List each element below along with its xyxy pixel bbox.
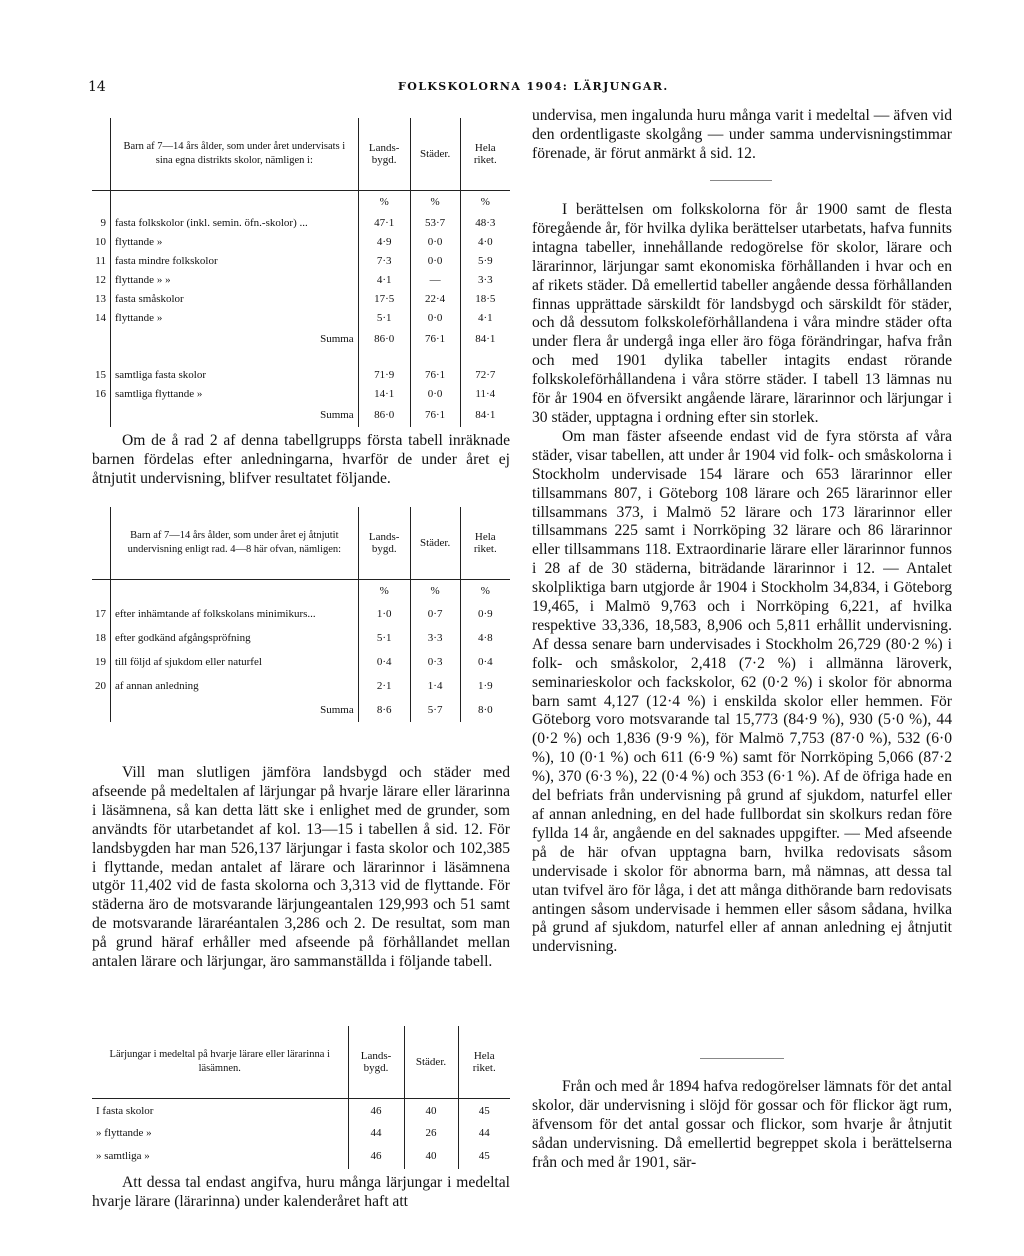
pct-sign: % bbox=[410, 580, 460, 603]
summa-label: Summa bbox=[320, 333, 354, 345]
cell-landsbygd: 4·1 bbox=[358, 270, 410, 289]
pct-sign: % bbox=[358, 191, 410, 214]
cell-landsbygd: 46 bbox=[348, 1143, 404, 1169]
row-label: » flyttande » bbox=[92, 1123, 348, 1143]
row-number: 12 bbox=[92, 270, 110, 289]
cell-hela: 3·3 bbox=[477, 273, 493, 286]
cell-hela: 0·4 bbox=[477, 656, 493, 668]
cell-landsbygd: 5·1 bbox=[358, 626, 410, 650]
cell-landsbygd: 86·0 bbox=[358, 403, 410, 427]
cell-hela: 45 bbox=[478, 1149, 490, 1162]
row-label: flyttande » bbox=[110, 308, 358, 327]
row-label: I fasta skolor bbox=[92, 1099, 348, 1123]
cell-hela: 4·8 bbox=[477, 632, 493, 644]
cell-hela: 0·9 bbox=[477, 608, 493, 620]
cell-stader: 0·0 bbox=[410, 251, 460, 270]
row-number: 14 bbox=[92, 308, 110, 327]
summa-row bbox=[92, 698, 510, 722]
right-column-top bbox=[532, 107, 952, 164]
cell-landsbygd: 8·6 bbox=[358, 698, 410, 722]
summa-row bbox=[92, 403, 510, 427]
table-3-col-hela: Hela riket. bbox=[458, 1026, 510, 1099]
row-number: 16 bbox=[92, 384, 110, 403]
table-row bbox=[92, 384, 510, 403]
table-row bbox=[92, 308, 510, 327]
table-2-col-landsbygd: Lands-bygd. bbox=[358, 507, 410, 580]
cell-landsbygd: 1·0 bbox=[358, 602, 410, 626]
cell-hela: 8·0 bbox=[477, 704, 493, 716]
cell-hela: 4·0 bbox=[477, 235, 493, 248]
cell-hela: 11·4 bbox=[475, 387, 496, 400]
table-row bbox=[92, 1123, 510, 1143]
table-3 bbox=[92, 1026, 510, 1169]
cell-stader: 40 bbox=[404, 1143, 458, 1169]
row-label: » samtliga » bbox=[92, 1143, 348, 1169]
paragraph-1-block bbox=[92, 432, 510, 489]
row-label: fasta mindre folkskolor bbox=[110, 251, 358, 270]
cell-landsbygd: 0·4 bbox=[358, 650, 410, 674]
table-row bbox=[92, 232, 510, 251]
cell-landsbygd: 86·0 bbox=[358, 327, 410, 351]
cell-stader: 0·0 bbox=[410, 232, 460, 251]
table-row bbox=[92, 365, 510, 384]
cell-stader: 53·7 bbox=[410, 213, 460, 232]
paragraph-3-block bbox=[92, 1174, 510, 1212]
cell-hela: 84·1 bbox=[475, 409, 496, 421]
row-number: 9 bbox=[92, 213, 110, 232]
paragraph-continued: undervisa, men ingalunda huru många varit i medeltal — äfven vid den ordentligaste skolgång — under samma undervisningstimmar förenade, är förut anmärkt å sid. 12. bbox=[532, 107, 952, 162]
row-label: efter inhämtande af folkskolans minimikurs... bbox=[110, 602, 358, 626]
cell-hela: 72·7 bbox=[475, 368, 496, 381]
paragraph-2-block bbox=[92, 764, 510, 972]
right-column-main bbox=[532, 201, 952, 957]
cell-stader: 0·0 bbox=[410, 308, 460, 327]
row-number: 11 bbox=[92, 251, 110, 270]
table-1-description: Barn af 7—14 års ålder, som under året undervisats i sina egna distrikts skolor, nämligen i: bbox=[110, 118, 358, 191]
table-row bbox=[92, 602, 510, 626]
pct-sign: % bbox=[358, 580, 410, 603]
table-row bbox=[92, 270, 510, 289]
summa-row bbox=[92, 327, 510, 351]
cell-landsbygd: 46 bbox=[348, 1099, 404, 1123]
cell-stader: 0·0 bbox=[410, 384, 460, 403]
cell-hela: 4·1 bbox=[477, 311, 493, 324]
cell-stader: 1·4 bbox=[410, 674, 460, 698]
cell-stader: 3·3 bbox=[410, 626, 460, 650]
table-row bbox=[92, 626, 510, 650]
cell-stader: 76·1 bbox=[410, 365, 460, 384]
table-row bbox=[92, 1099, 510, 1123]
table-3-col-stader: Städer. bbox=[404, 1026, 458, 1099]
table-2-col-hela: Hela riket. bbox=[460, 507, 510, 580]
cell-stader: — bbox=[410, 270, 460, 289]
table-2-description: Barn af 7—14 års ålder, som under året ej åtnjutit undervisning enligt rad. 4—8 här ofvan, nämligen: bbox=[110, 507, 358, 580]
row-number: 20 bbox=[92, 674, 110, 698]
table-3-col-landsbygd: Lands-bygd. bbox=[348, 1026, 404, 1099]
cell-stader: 5·7 bbox=[410, 698, 460, 722]
cell-hela: 5·9 bbox=[477, 254, 493, 267]
paragraph-2: Vill man slutligen jämföra landsbygd och städer med afseende på medeltalen af lärjungar på hvarje lärare eller lärarinna i läsämnena, så kan detta lätt ske i enlighet med de grunder, som användts för utarbetandet af kol. 13—15 i tabellen å sid. 12. För landsbygden har man 526,137 lärjungar i fasta skolor och 102,385 i flyttande, medan antalet af lärare och lärarinnor i läsämnena utgör 11,402 vid de fasta skolorna och 3,313 vid de flyttande. För städerna äro de motsvarande lärjungeantalen 129,993 och 51 samt de motsvarande läraréantalen 3,286 och 2. De resultat, som man på grund häraf erhåller med afseende på förhållandet mellan antalen lärare och lärjungar, äro sammanställda i följande tabell. bbox=[92, 764, 510, 971]
summa-label: Summa bbox=[320, 704, 354, 716]
row-number: 10 bbox=[92, 232, 110, 251]
table-1-col-landsbygd: Lands-bygd. bbox=[358, 118, 410, 191]
table-row bbox=[92, 1143, 510, 1169]
row-number: 18 bbox=[92, 626, 110, 650]
table-row bbox=[92, 251, 510, 270]
cell-landsbygd: 7·3 bbox=[358, 251, 410, 270]
row-label: efter godkänd afgångspröfning bbox=[110, 626, 358, 650]
row-number: 19 bbox=[92, 650, 110, 674]
cell-landsbygd: 17·5 bbox=[358, 289, 410, 308]
pct-sign: % bbox=[480, 196, 490, 208]
cell-stader: 76·1 bbox=[410, 403, 460, 427]
cell-hela: 84·1 bbox=[475, 333, 496, 345]
row-label: samtliga fasta skolor bbox=[110, 365, 358, 384]
row-number: 13 bbox=[92, 289, 110, 308]
cell-landsbygd: 4·9 bbox=[358, 232, 410, 251]
cell-stader: 40 bbox=[404, 1099, 458, 1123]
table-2 bbox=[92, 507, 510, 722]
cell-stader: 76·1 bbox=[410, 327, 460, 351]
row-label: samtliga flyttande » bbox=[110, 384, 358, 403]
row-label: af annan anledning bbox=[110, 674, 358, 698]
cell-stader: 0·7 bbox=[410, 602, 460, 626]
row-label: fasta folkskolor (inkl. semin. öfn.-skolor) ... bbox=[110, 213, 358, 232]
cell-hela: 1·9 bbox=[477, 680, 493, 692]
table-row bbox=[92, 289, 510, 308]
pct-sign: % bbox=[410, 191, 460, 214]
paragraph-c: Från och med år 1894 hafva redogörelser lämnats för det antal skolor, där undervisning i slöjd för gossar och för flickor ägt rum, äfvensom för det antal gossar och flickor, som hvarje år åtnjutit sådan undervisning. Då emellertid begreppet skola i berättelserna från och med år 1901, sär- bbox=[532, 1078, 952, 1171]
cell-landsbygd: 44 bbox=[348, 1123, 404, 1143]
table-1-col-hela: Hela riket. bbox=[460, 118, 510, 191]
cell-hela: 18·5 bbox=[475, 292, 496, 305]
divider bbox=[710, 180, 772, 181]
right-column-bottom bbox=[532, 1078, 952, 1173]
row-label: fasta småskolor bbox=[110, 289, 358, 308]
row-label: flyttande » bbox=[110, 232, 358, 251]
summa-label: Summa bbox=[320, 409, 354, 421]
table-2-col-stader: Städer. bbox=[410, 507, 460, 580]
running-title: FOLKSKOLORNA 1904: LÄRJUNGAR. bbox=[398, 80, 669, 93]
table-1 bbox=[92, 118, 510, 427]
paragraph-b: Om man fäster afseende endast vid de fyra största af våra städer, visar tabellen, att under år 1904 vid folk- och småskolorna i Stockholm undervisade 154 lärare och 653 lärarinnor eller tillsammans 807, i Göteborg 108 lärare och 265 lärarinnor eller tillsammans 373, i Malmö 52 lärare och 173 lärarinnor eller tillsammans 225 samt i Norrköping 32 lärare och 86 lärarinnor eller tillsammans 118. Extraordinarie lärare eller lärarinnor funnos i 28 af de 30 städerna, biträdande lärarinnor i 12. — Antalet skolpliktiga barn utgjorde år 1904 i Stockholm 34,834, i Göteborg 19,465, i Malmö 9,763 och i Norrköping 6,221, af hvilka respektive 33,336, 18,583, 8,906 och 5,811 erhållit undervisning. Af dessa senare barn undervisades i Stockholm 26,729 (80·2 %) i folk- och småskolor, 2,418 (7·2 %) i allmänna läroverk, seminarieskolor och fackskolor, 62 (0·2 %) i skolor för abnorma barn samt 4,127 (12·4 %) i enskilda skolor eller hemmen. För Göteborg voro motsvarande tal 15,773 (84·9 %), 930 (5·0 %), 44 (0·2 %) och 1,836 (9·9 %), för Malmö 7,753 (87·0 %), 532 (6·0 %), 10 (0·1 %) och 611 (6·9 %) samt för Norrköping 5,066 (87·2 %), 370 (6·3 %), 22 (0·4 %) och 353 (6·1 %). Af de öfriga hade en del befriats från undervisning på grund af sjukdom, naturfel eller af annan anledning, en del hade fullbordat sin skolkurs redan före fyllda 14 år, angående en del saknades uppgifter. — Med afseende på de här ofvan upptagna barn, hvilka redovisats såsom undervisade i skolor för abnorma barn, må nämnas, att dessa tal utan tvifvel äro för låga, i det att många dithörande barn redovisats antingen såsom undervisade i hemmen eller såsom sådana, hvilka på grund af sjukdom, naturfel eller af annan anledning ej åtnjutit undervisning. bbox=[532, 427, 952, 956]
divider bbox=[700, 1058, 784, 1059]
cell-stader: 26 bbox=[404, 1123, 458, 1143]
row-label: flyttande » » bbox=[110, 270, 358, 289]
cell-landsbygd: 47·1 bbox=[358, 213, 410, 232]
cell-stader: 0·3 bbox=[410, 650, 460, 674]
pct-sign: % bbox=[480, 585, 490, 597]
cell-landsbygd: 71·9 bbox=[358, 365, 410, 384]
cell-landsbygd: 5·1 bbox=[358, 308, 410, 327]
paragraph-1: Om de å rad 2 af denna tabellgrupps första tabell inräknade barnen fördelas efter anledningarna, hvarför de under året ej åtnjutit undervisning, blifver resultatet följande. bbox=[92, 432, 510, 487]
cell-stader: 22·4 bbox=[410, 289, 460, 308]
row-label: till följd af sjukdom eller naturfel bbox=[110, 650, 358, 674]
cell-hela: 45 bbox=[478, 1104, 490, 1117]
cell-hela: 44 bbox=[478, 1126, 490, 1139]
cell-hela: 48·3 bbox=[475, 216, 496, 229]
table-row bbox=[92, 650, 510, 674]
table-3-description: Lärjungar i medeltal på hvarje lärare eller lärarinna i läsämnen. bbox=[92, 1026, 348, 1099]
paragraph-3: Att dessa tal endast angifva, huru många lärjungar i medeltal hvarje lärare (lärarinna) under kalenderåret haft att bbox=[92, 1174, 510, 1210]
cell-landsbygd: 2·1 bbox=[358, 674, 410, 698]
table-row bbox=[92, 674, 510, 698]
cell-landsbygd: 14·1 bbox=[358, 384, 410, 403]
table-row bbox=[92, 213, 510, 232]
table-1-col-stader: Städer. bbox=[410, 118, 460, 191]
row-number: 17 bbox=[92, 602, 110, 626]
row-number: 15 bbox=[92, 365, 110, 384]
paragraph-a: I berättelsen om folkskolorna för år 1900 samt de flesta föregående år, för hvilka dylika berättelser utarbetats, hafva funnits intagna tabeller, innehållande redogörelse för skolor, lärare och lärarinnor, lärjungar samt ekonomiska förhållanden i hvar och en af rikets städer. Då emellertid tabeller angående dessa förhållanden finnas upprättade särskildt för landsbygd och särskildt för städer, och då dessutom folkskoleförhållandena i våra mindre städer ofta under flera år undergå inga eller äro föga förändringar, hafva från och med 1901 dylika tabeller intagits endast rörande folkskoleförhållandena i våra större städer. I tabell 13 lämnas nu för år 1904 en öfversikt angående lärare, lärarinnor och lärjungar i 30 städer, upptagna i ordning efter sin storlek. bbox=[532, 201, 952, 426]
page-number: 14 bbox=[88, 79, 106, 95]
